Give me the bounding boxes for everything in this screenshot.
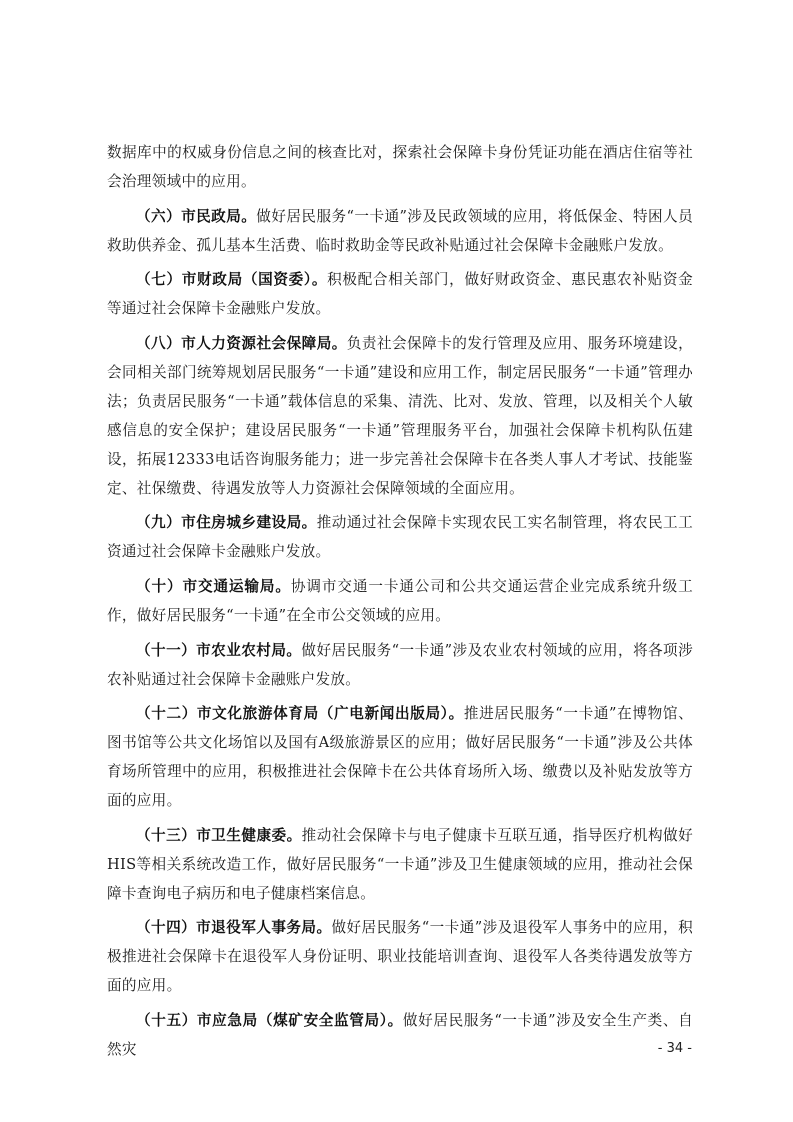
paragraph-heading: （十二）市文化旅游体育局（广电新闻出版局）。: [136, 705, 464, 723]
paragraph-health: [107, 821, 693, 908]
paragraph-text: 做好居民服务“一卡通”涉及民政领域的应用，将低保金、特困人员救助供养金、孤儿基本生活费、临时救助金等民政补贴通过社会保障卡金融账户发放。: [107, 207, 693, 254]
paragraph-text: 负责社会保障卡的发行管理及应用、服务环境建设，会同相关部门统筹规划居民服务“一卡通”建设和应用工作，制定居民服务“一卡通”管理办法；负责居民服务“一卡通”载体信息的采集、清洗、比对、发放、管理，以及相关个人敏感信息的安全保护；建设居民服务“一卡通”管理服务平台，加强社会保障卡机构队伍建设，拓展12333电话咨询服务能力；进一步完善社会保障卡在各类人事人才考试、技能鉴定、社保缴费、待遇发放等人力资源社会保障领域的全面应用。: [107, 334, 694, 497]
paragraph-text: 做好居民服务“一卡通”涉及退役军人事务中的应用，积极推进社会保障卡在退役军人身份证明、职业技能培训查询、退役军人各类待遇发放等方面的应用。: [107, 919, 693, 995]
paragraph-heading: （十五）市应急局（煤矿安全监管局）。: [136, 1011, 403, 1029]
paragraph-culture-tourism: [107, 699, 693, 815]
paragraph-text: 数据库中的权威身份信息之间的核查比对，探索社会保障卡身份凭证功能在酒店住宿等社会治理领域中的应用。: [107, 144, 693, 190]
paragraph-text: 协调市交通一卡通公司和公共交通运营企业完成系统升级工作，做好居民服务“一卡通”在全市公交领域的应用。: [107, 577, 693, 624]
paragraph-emergency: [107, 1006, 693, 1064]
paragraph-heading: （十四）市退役军人事务局。: [136, 919, 332, 937]
paragraph-heading: （七）市财政局（国资委）。: [136, 271, 328, 289]
paragraph-human-resources: [107, 329, 693, 503]
paragraph-finance: [107, 265, 693, 323]
paragraph-heading: （八）市人力资源社会保障局。: [136, 334, 347, 352]
paragraph-continuation: [107, 138, 693, 196]
page-number: - 34 -: [657, 1041, 692, 1056]
paragraph-text: 推动通过社会保障卡实现农民工实名制管理，将农民工工资通过社会保障卡金融账户发放。: [107, 514, 693, 561]
paragraph-veterans: [107, 913, 693, 1000]
paragraph-heading: （九）市住房城乡建设局。: [136, 514, 317, 532]
paragraph-housing: [107, 508, 693, 566]
paragraph-heading: （十）市交通运输局。: [136, 577, 291, 595]
paragraph-heading: （六）市民政局。: [136, 207, 257, 225]
paragraph-text: 积极配合相关部门，做好财政资金、惠民惠农补贴资金等通过社会保障卡金融账户发放。: [107, 271, 693, 318]
paragraph-text: 推进居民服务“一卡通”在博物馆、图书馆等公共文化场馆以及国有A级旅游景区的应用；做好居民服务“一卡通”涉及公共体育场所管理中的应用，积极推进社会保障卡在公共体育场所入场、缴费以及补贴发放等方面的应用。: [107, 705, 693, 810]
document-body: [107, 138, 693, 1070]
paragraph-civil-affairs: [107, 202, 693, 260]
paragraph-heading: （十三）市卫生健康委。: [136, 826, 302, 844]
paragraph-text: 做好居民服务“一卡通”涉及安全生产类、自然灾: [107, 1011, 693, 1058]
paragraph-transport: [107, 572, 693, 630]
paragraph-text: 做好居民服务“一卡通”涉及农业农村领域的应用，将各项涉农补贴通过社会保障卡金融账户发放。: [107, 641, 693, 688]
paragraph-heading: （十一）市农业农村局。: [136, 641, 302, 659]
paragraph-agriculture: [107, 636, 693, 694]
paragraph-text: 推动社会保障卡与电子健康卡互联互通，指导医疗机构做好HIS等相关系统改造工作，做好居民服务“一卡通”涉及卫生健康领域的应用，推动社会保障卡查询电子病历和电子健康档案信息。: [107, 826, 693, 902]
